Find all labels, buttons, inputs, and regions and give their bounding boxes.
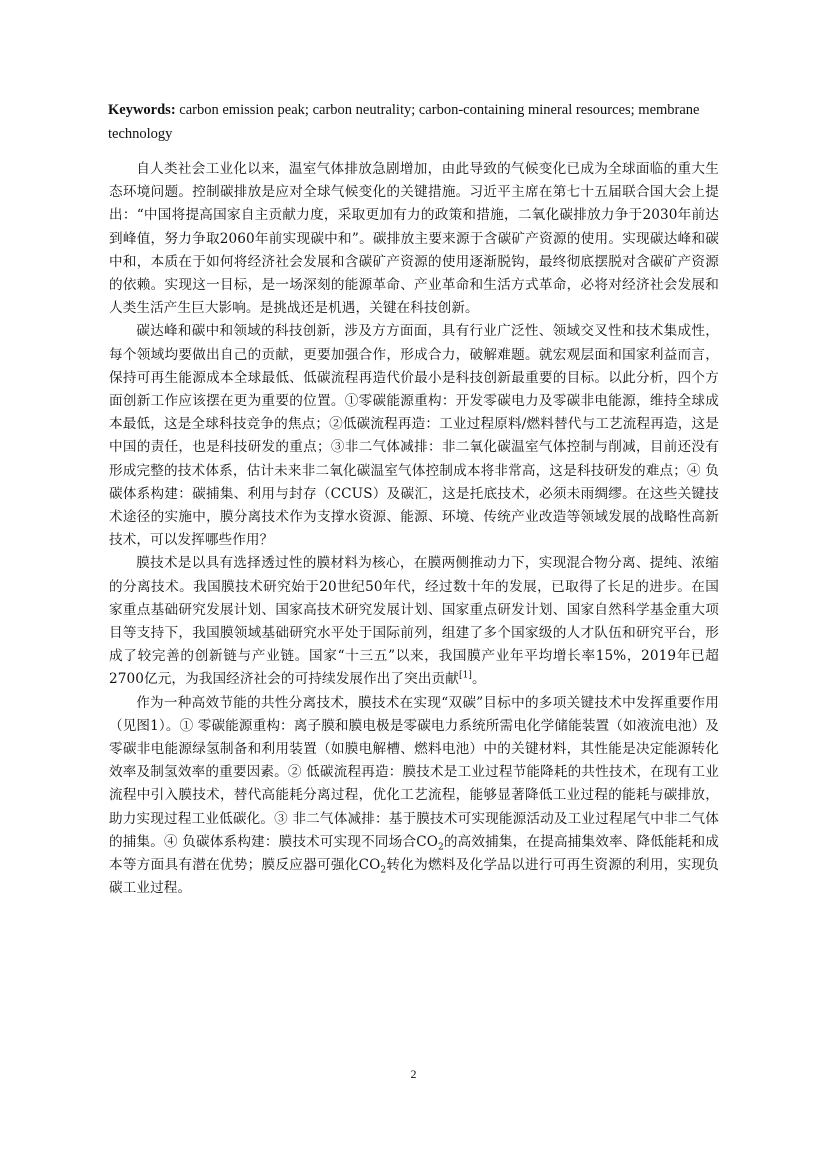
- paragraph-3-end: 。: [472, 671, 486, 688]
- keywords-label: Keywords:: [108, 102, 176, 118]
- paragraph-4-text-c: 转化为燃料及化学品以进行可再生资源的利用，实现负碳工业过程。: [109, 857, 719, 897]
- keywords-block: [108, 98, 726, 146]
- citation-ref: [1]: [458, 670, 473, 681]
- keywords-text: carbon emission peak; carbon neutrality; carbon-containing mineral resources; membrane technology: [108, 102, 700, 142]
- paragraph-4-text-b: 的高效捕集，在提高捕集效率、降低能耗和成本等方面具有潜在优势；膜反应器可强化CO: [109, 833, 720, 874]
- paragraph-3-text: 膜技术是以具有选择透过性的膜材料为核心，在膜两侧推动力下，实现混合物分离、提纯、浓缩的分离技术。我国膜技术研究始于20世纪50年代，经过数十年的发展，已取得了长足的进步。在国家重点基础研究发展计划、国家高技术研究发展计划、国家重点研发计划、国家自然科学基金重大项目等支持下，我国膜领域基础研究水平处于国际前列，组建了多个国家级的人才队伍和研究平台，形成了较完善的创新链与产业链。国家“十三五”以来，我国膜产业年平均增长率15%，2019年已超2700亿元，为我国经济社会的可持续发展作出了突出贡献: [109, 555, 719, 688]
- body-text: [109, 158, 719, 901]
- paragraph-4-text-a: 作为一种高效节能的共性分离技术，膜技术在实现“双碳”目标中的多项关键技术中发挥重要作用（见图1）。① 零碳能源重构：离子膜和膜电极是零碳电力系统所需电化学储能装置（如液流电池）及零碳非电能源绿氢制备和利用装置（如膜电解槽、燃料电池）中的关键材料，其性能是决定能源转化效率及制氢效率的重要因素。② 低碳流程再造：膜技术是工业过程节能降耗的共性技术，在现有工业流程中引入膜技术，替代高能耗分离过程，优化工艺流程，能够显著降低工业过程的能耗与碳排放，助力实现过程工业低碳化。③ 非二气体减排：基于膜技术可实现能源活动及工业过程尾气中非二气体的捕集。④ 负碳体系构建：膜技术可实现不同场合CO: [109, 694, 719, 850]
- co2-subscript-1: 2: [437, 842, 444, 853]
- co2-subscript-2: 2: [380, 865, 387, 876]
- page-number: 2: [410, 1067, 417, 1081]
- paragraph-2: 碳达峰和碳中和领域的科技创新，涉及方方面面，具有行业广泛性、领域交叉性和技术集成性，每个领域均要做出自己的贡献，更要加强合作，形成合力，破解难题。就宏观层面和国家利益而言，保持可再生能源成本全球最低、低碳流程再造代价最小是科技创新最重要的目标。以此分析，四个方面创新工作应该摆在更为重要的位置。①零碳能源重构：开发零碳电力及零碳非电能源，维持全球成本最低，这是全球科技竞争的焦点；②低碳流程再造：工业过程原料/燃料替代与工艺流程再造，这是中国的责任，也是科技研发的重点；③非二气体减排：非二氧化碳温室气体控制与削减，目前还没有形成完整的技术体系，估计未来非二氧化碳温室气体控制成本将非常高，这是科技研发的难点；④ 负碳体系构建：碳捕集、利用与封存（CCUS）及碳汇，这是托底技术，必须未雨绸缪。在这些关键技术途径的实施中，膜分离技术作为支撑水资源、能源、环境、传统产业改造等领域发展的战略性高新技术，可以发挥哪些作用？: [109, 323, 719, 549]
- paragraph-3: [109, 552, 719, 691]
- paragraph-1: 自人类社会工业化以来，温室气体排放急剧增加，由此导致的气候变化已成为全球面临的重大生态环境问题。控制碳排放是应对全球气候变化的关键措施。习近平主席在第七十五届联合国大会上提出：“中国将提高国家自主贡献力度，采取更加有力的政策和措施，二氧化碳排放力争于2030年前达到峰值，努力争取2060年前实现碳中和”。碳排放主要来源于含碳矿产资源的使用。实现碳达峰和碳中和，本质在于如何将经济社会发展和含碳矿产资源的使用逐渐脱钩，最终彻底摆脱对含碳矿产资源的依赖。实现这一目标，是一场深刻的能源革命、产业革命和生活方式革命，必将对经济社会发展和人类生活产生巨大影响。是挑战还是机遇，关键在科技创新。: [109, 161, 719, 317]
- paragraph-4: [109, 692, 719, 901]
